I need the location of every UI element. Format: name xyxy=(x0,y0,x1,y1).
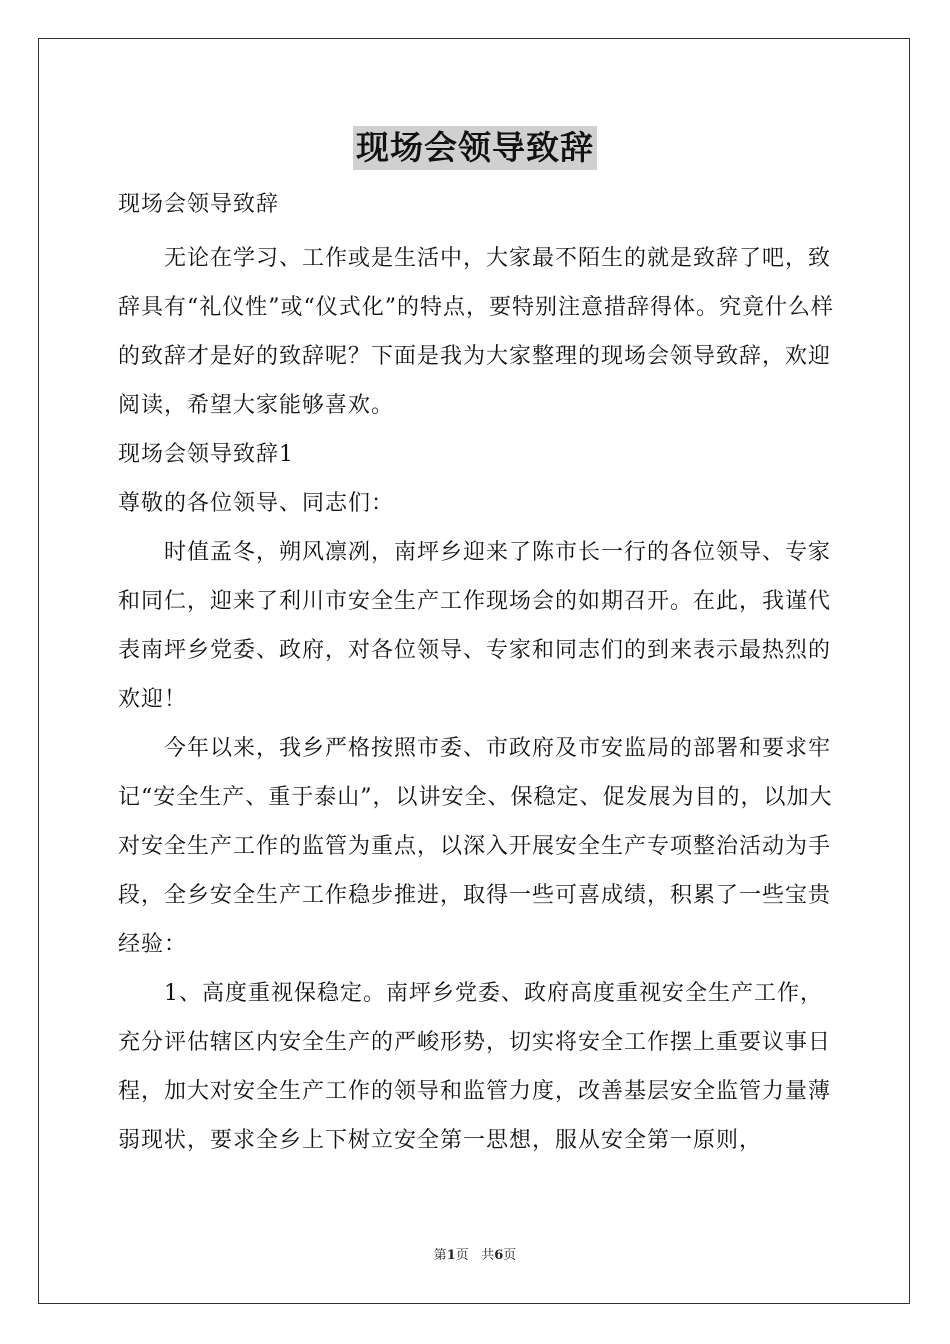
section-heading: 现场会领导致辞1 xyxy=(118,442,294,467)
total-prefix: 共 xyxy=(481,1248,495,1263)
document-body xyxy=(118,180,834,1165)
page-suffix: 页 xyxy=(455,1248,469,1263)
page-footer xyxy=(0,1247,950,1265)
intro-paragraph: 无论在学习、工作或是生活中，大家最不陌生的就是致辞了吧，致辞具有“礼仪性”或“仪式化”的特点，要特别注意措辞得体。究竟什么样的致辞才是好的致辞呢？下面是我为大家整理的现场会领导致辞，欢迎阅读，希望大家能够喜欢。 xyxy=(118,246,834,418)
document-title: 现场会领导致辞 xyxy=(353,126,597,170)
page-total: 6 xyxy=(494,1248,504,1263)
body-paragraph: 今年以来，我乡严格按照市委、市政府及市安监局的部署和要求牢记“安全生产、重于泰山”，以讲安全、保稳定、促发展为目的，以加大对安全生产工作的监管为重点，以深入开展安全生产专项整治活动为手段，全乡安全生产工作稳步推进，取得一些可喜成绩，积累了一些宝贵经验： xyxy=(118,736,833,957)
document-title-wrap xyxy=(0,126,950,170)
total-suffix: 页 xyxy=(503,1248,517,1263)
body-heading: 现场会领导致辞 xyxy=(118,192,280,217)
body-paragraph: 1、高度重视保稳定。南坪乡党委、政府高度重视安全生产工作，充分评估辖区内安全生产的严峻形势，切实将安全工作摆上重要议事日程，加大对安全生产工作的领导和监管力度，改善基层安全监管力量薄弱现状，要求全乡上下树立安全第一思想，服从安全第一原则， xyxy=(118,981,832,1153)
body-paragraph: 时值孟冬，朔风凛冽，南坪乡迎来了陈市长一行的各位领导、专家和同仁，迎来了利川市安全生产工作现场会的如期召开。在此，我谨代表南坪乡党委、政府，对各位领导、专家和同志们的到来表示最热烈的欢迎！ xyxy=(118,540,832,712)
page-prefix: 第 xyxy=(433,1248,447,1263)
page-number: 1 xyxy=(446,1248,456,1263)
salutation: 尊敬的各位领导、同志们： xyxy=(118,491,395,516)
